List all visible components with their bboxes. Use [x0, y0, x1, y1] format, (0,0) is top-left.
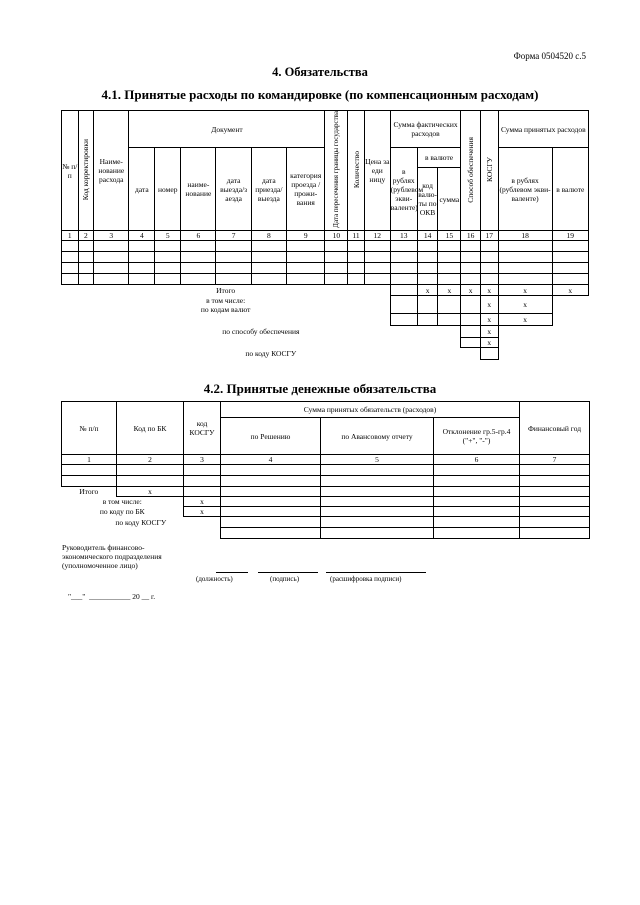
hdr-actual-sum: Сумма фактических расходов — [390, 111, 461, 148]
incl-label: в том числе: — [206, 295, 246, 305]
expenses-table — [61, 110, 589, 360]
total-label: Итого — [216, 285, 236, 295]
incl-label: в том числе: — [102, 497, 142, 507]
section-4-1-title: 4.1. Принятые расходы по командировке (по компенсационным расходам) — [101, 87, 539, 102]
obligations-table — [61, 401, 590, 539]
x-mark: х — [417, 285, 438, 296]
col-number: 4 — [221, 455, 321, 465]
hdr-arrival: дата приезда/ выезда — [251, 148, 286, 231]
col-number: 13 — [390, 231, 417, 241]
hdr-unit-price: Цена за еди ницу — [364, 111, 390, 231]
x-mark: х — [480, 285, 498, 296]
decoding-caption: (расшифровка подписи) — [330, 575, 402, 583]
column-numbers-row — [62, 455, 590, 465]
x-mark: х — [480, 314, 498, 326]
col-number: 14 — [417, 231, 438, 241]
col-number: 8 — [251, 231, 286, 241]
by-currency-label: по кодам валют — [200, 304, 251, 314]
col-number: 12 — [364, 231, 390, 241]
col-number: 1 — [62, 455, 117, 465]
hdr-accepted-sum: Сумма принятых расходов — [498, 111, 588, 148]
hdr-doc-date: дата — [129, 148, 155, 231]
x-mark: х — [480, 296, 498, 314]
col-number: 5 — [321, 455, 434, 465]
hdr-num: № п/п — [62, 111, 79, 231]
x-mark: х — [498, 314, 552, 326]
x-mark: х — [498, 296, 552, 314]
hdr-expense-name: Наиме- нование расхода — [94, 111, 129, 231]
total-row — [62, 487, 590, 497]
col-number: 2 — [117, 455, 184, 465]
x-mark: х — [461, 285, 481, 296]
signatory-title-line2: экономического подразделения — [62, 552, 162, 561]
hdr-travel-category: категория проезда / прожи- вания — [286, 148, 324, 231]
col-number: 18 — [498, 231, 552, 241]
hdr-rub-equiv: в рублях (рублевом экви- валенте) — [390, 148, 417, 231]
hdr-deviation-text: Отклонение гр.5-гр.4 — [442, 427, 511, 436]
total-row — [62, 285, 589, 296]
hdr-deviation-sign: ("+", "-") — [462, 436, 491, 445]
hdr-doc-name: наиме- нование — [181, 148, 216, 231]
col-number: 5 — [155, 231, 181, 241]
col-number: 6 — [434, 455, 520, 465]
signatory-title-line1: Руководитель финансово- — [62, 543, 145, 552]
section-4-2-title: 4.2. Принятые денежные обязательства — [203, 381, 437, 396]
x-mark: х — [498, 285, 552, 296]
decoding-line[interactable] — [326, 572, 426, 573]
section-title: 4. Обязательства — [272, 65, 368, 79]
date-line: "___" ___________ 20 __ г. — [68, 592, 156, 601]
hdr-deviation — [434, 418, 520, 455]
table-row — [62, 274, 589, 285]
col-number: 17 — [480, 231, 498, 241]
table-row — [62, 465, 590, 476]
hdr-acc-cur: в валюте — [552, 148, 588, 231]
x-mark: х — [552, 285, 588, 296]
col-number: 7 — [520, 455, 590, 465]
position-caption: (должность) — [196, 575, 233, 583]
x-mark: х — [480, 338, 498, 348]
hdr-kosgu: код КОСГУ — [184, 402, 221, 455]
hdr-acc-rub: в рублях (рублевом экви- валенте) — [498, 148, 552, 231]
hdr-in-currency: в валюте — [417, 148, 461, 168]
signatory-block — [62, 543, 162, 570]
signatory-title-line3: (уполномоченное лицо) — [62, 561, 138, 570]
x-mark: х — [480, 326, 498, 338]
x-mark: х — [184, 507, 221, 517]
position-line[interactable] — [216, 572, 248, 573]
by-bk-label: по коду по БК — [99, 507, 145, 516]
hdr-bk-code: Код по БК — [117, 402, 184, 455]
by-security-label: по способу обеспечения — [222, 327, 300, 337]
col-number: 10 — [325, 231, 348, 241]
x-mark: х — [117, 487, 184, 497]
hdr-kosgu: КОСГУ — [480, 111, 498, 231]
hdr-by-decision: по Решению — [221, 418, 321, 455]
form-code: Форма 0504520 с.5 — [513, 51, 586, 61]
column-numbers-row — [62, 231, 589, 241]
signature-line[interactable] — [258, 572, 318, 573]
col-number: 3 — [184, 455, 221, 465]
x-mark: х — [438, 285, 461, 296]
hdr-corr-code: Код корректировки — [78, 111, 94, 231]
col-number: 4 — [129, 231, 155, 241]
col-number: 15 — [438, 231, 461, 241]
col-number: 1 — [62, 231, 79, 241]
col-number: 16 — [461, 231, 481, 241]
hdr-border-date: Дата пересечения границы государства — [325, 111, 348, 231]
x-mark: х — [184, 497, 221, 507]
hdr-fin-year: Финансовый год — [520, 402, 590, 455]
col-number: 3 — [94, 231, 129, 241]
hdr-num: № п/п — [62, 402, 117, 455]
signature-caption: (подпись) — [270, 575, 300, 583]
hdr-document: Документ — [129, 111, 325, 148]
col-number: 11 — [348, 231, 365, 241]
hdr-security-method: Способ обеспечения — [461, 111, 481, 231]
total-label: Итого — [79, 487, 99, 497]
col-number: 19 — [552, 231, 588, 241]
hdr-sum: сумма — [438, 168, 461, 231]
by-kosgu-label: по коду КОСГУ — [245, 349, 297, 359]
hdr-by-report: по Авансовому отчету — [321, 418, 434, 455]
col-number: 2 — [78, 231, 94, 241]
col-number: 6 — [181, 231, 216, 241]
table-row — [62, 252, 589, 263]
hdr-quantity: Количество — [348, 111, 365, 231]
hdr-doc-number: номер — [155, 148, 181, 231]
table-row — [62, 241, 589, 252]
col-number: 7 — [216, 231, 251, 241]
hdr-departure: дата выезда/з аезда — [216, 148, 251, 231]
hdr-sum-accepted: Сумма принятых обязательств (расходов) — [221, 402, 520, 418]
table-row — [62, 263, 589, 274]
by-kosgu-label: по коду КОСГУ — [115, 517, 167, 527]
table-row — [62, 476, 590, 487]
col-number: 9 — [286, 231, 324, 241]
hdr-okv-code: код валю- ты по ОКВ — [417, 168, 438, 231]
